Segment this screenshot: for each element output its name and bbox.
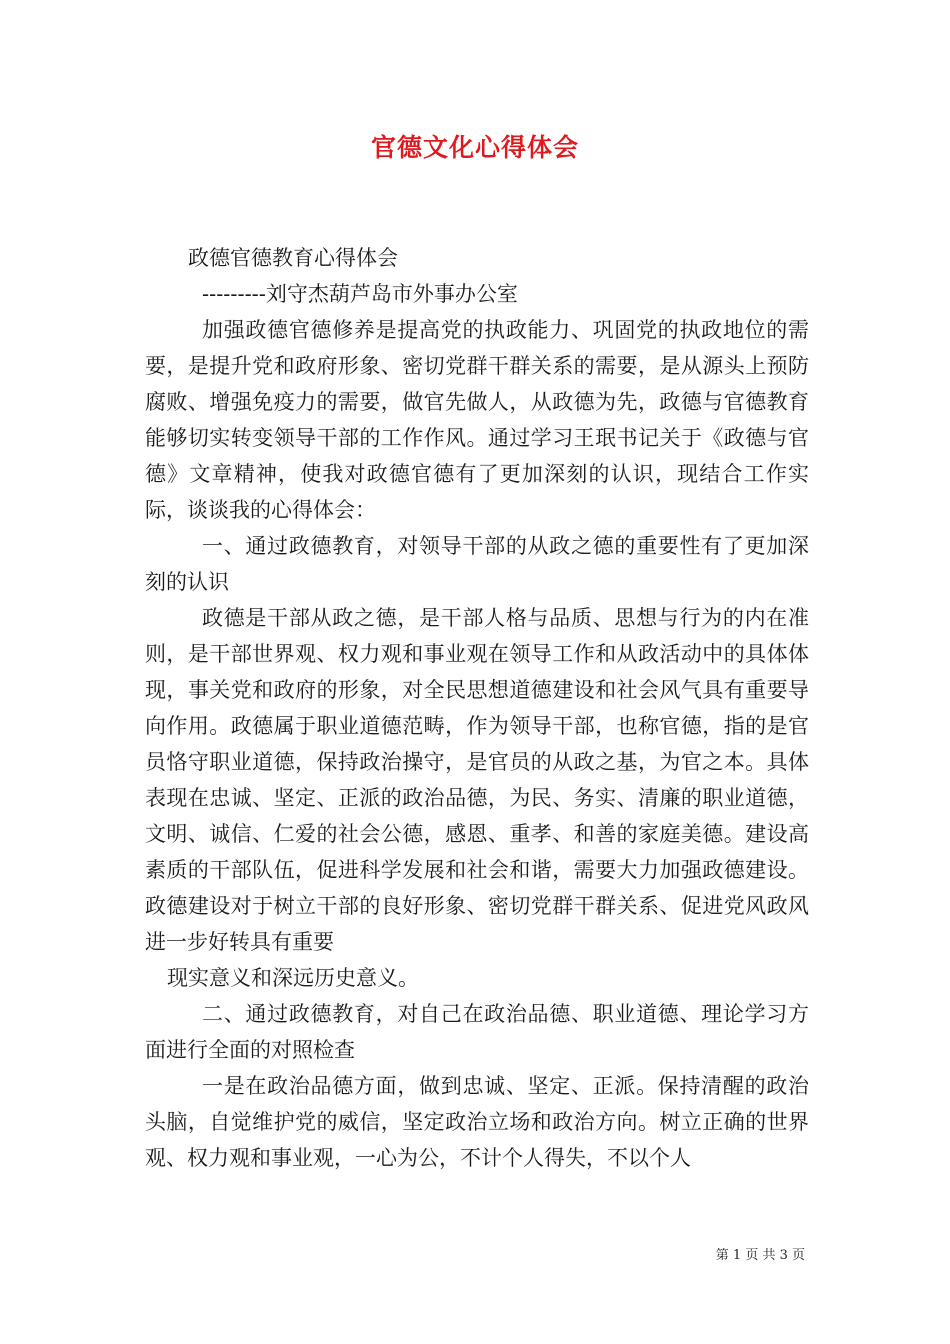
section-heading-1: 一、通过政德教育，对领导干部的从政之德的重要性有了更加深刻的认识 <box>145 534 809 594</box>
document-body <box>145 240 809 1176</box>
paragraph-section-2: 一是在政治品德方面，做到忠诚、坚定、正派。保持清醒的政治头脑，自觉维护党的威信，坚定政治立场和政治方向。树立正确的世界观、权力观和事业观，一心为公，不计个人得失，不以个人 <box>145 1074 809 1170</box>
section-heading-2: 二、通过政德教育，对自己在政治品德、职业道德、理论学习方面进行全面的对照检查 <box>145 1002 809 1062</box>
document-title: 官德文化心得体会 <box>370 133 579 162</box>
paragraph-intro: 加强政德官德修养是提高党的执政能力、巩固党的执政地位的需要，是提升党和政府形象、密切党群干群关系的需要，是从源头上预防腐败、增强免疫力的需要，做官先做人，从政德为先，政德与官德教育能够切实转变领导干部的工作作风。通过学习王珉书记关于《政德与官德》文章精神，使我对政德官德有了更加深刻的认识，现结合工作实际，谈谈我的心得体会： <box>145 318 809 522</box>
document-subhead: 政德官德教育心得体会 <box>188 246 398 270</box>
paragraph-section-1: 政德是干部从政之德，是干部人格与品质、思想与行为的内在准则，是干部世界观、权力观和事业观在领导工作和从政活动中的具体体现，事关党和政府的形象，对全民思想道德建设和社会风气具有重要导向作用。政德属于职业道德范畴，作为领导干部，也称官德，指的是官员恪守职业道德，保持政治操守，是官员的从政之基，为官之本。具体表现在忠诚、坚定、正派的政治品德，为民、务实、清廉的职业道德，文明、诚信、仁爱的社会公德，感恩、重孝、和善的家庭美德。建设高素质的干部队伍，促进科学发展和社会和谐，需要大力加强政德建设。政德建设对于树立干部的良好形象、密切党群干群关系、促进党风政风进一步好转具有重要 <box>145 606 809 954</box>
page-number-footer: 第 1 页 共 3 页 <box>715 1248 805 1263</box>
paragraph-closing-line: 现实意义和深远历史意义。 <box>167 966 419 990</box>
document-author: ---------刘守杰葫芦岛市外事办公室 <box>202 282 518 306</box>
